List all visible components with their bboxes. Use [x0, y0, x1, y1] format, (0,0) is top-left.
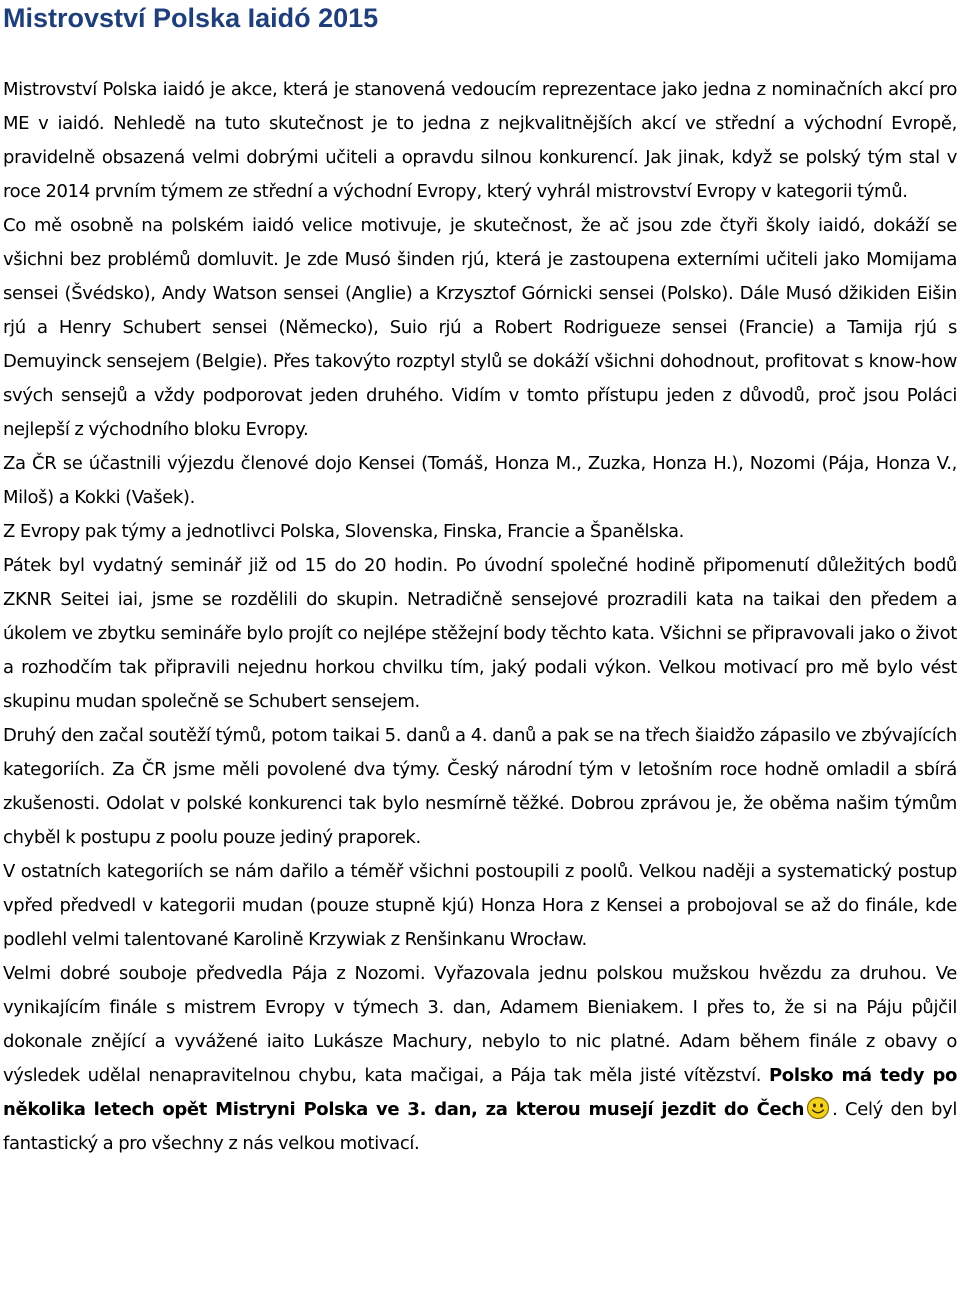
article-body — [3, 73, 957, 1161]
paragraph-participants-europe: Z Evropy pak týmy a jednotlivci Polska, Slovenska, Finska, Francie a Španělska. — [3, 521, 685, 542]
paragraph-schools: Co mě osobně na polském iaidó velice motivuje, je skutečnost, že ač jsou zde čtyři školy iaidó, dokáží se všichni bez problémů domluvit. Je zde Musó šinden rjú, která je zastoupena externími učiteli jako Momijama sensei (Švédsko), Andy Watson sensei (Anglie) a Krzysztof Górnicki sensei (Polsko). Dále Musó džikiden Eišin rjú a Henry Schubert sensei (Německo), Suio rjú a Robert Rodrigueze sensei (Francie) a Tamija rjú s Demuyinck sensejem (Belgie). Přes takovýto rozptyl stylů se dokáží všichni dohodnout, profitovat s know-how svých sensejů a vždy podporovat jeden druhého. Vidím v tomto přístupu jeden z důvodů, proč jsou Poláci nejlepší z východního bloku Evropy. — [3, 215, 957, 440]
paragraph-intro: Mistrovství Polska iaidó je akce, která je stanovená vedoucím reprezentace jako jedna z nominačních akcí pro ME v iaidó. Nehledě na tuto skutečnost je to jedna z nejkvalitnějších akcí ve střední a východní Evropě, pravidelně obsazená velmi dobrými učiteli a opravdu silnou konkurencí. Jak jinak, když se polský tým stal v roce 2014 prvním týmem ze střední a východní Evropy, který vyhrál mistrovství Evropy v kategorii týmů. — [3, 79, 957, 202]
page-title: Mistrovství Polska Iaidó 2015 — [3, 3, 379, 33]
final-text-bold: Polsko má tedy po několika letech opět Mistryni Polska ve 3. dan, za kterou musejí jezdit do Čech — [3, 1065, 957, 1120]
paragraph-participants-cz: Za ČR se účastnili výjezdu členové dojo Kensei (Tomáš, Honza M., Zuzka, Honza H.), Nozomi (Pája, Honza V., Miloš) a Kokki (Vašek). — [3, 453, 957, 508]
paragraph-seminar: Pátek byl vydatný seminář již od 15 do 20 hodin. Po úvodní společné hodině připomenutí důležitých bodů ZKNR Seitei iai, jsme se rozdělili do skupin. Netradičně sensejové prozradili kata na taikai den předem a úkolem ve zbytku semináře bylo projít co nejlépe stěžejní body těchto kata. Všichni se připravovali jako o život a rozhodčím tak připravili nejednu horkou chvilku tím, jaký podali výkon. Velkou motivací pro mě bylo vést skupinu mudan společně se Schubert sensejem. — [3, 555, 957, 712]
paragraph-team-competition: Druhý den začal soutěží týmů, potom taikai 5. danů a 4. danů a pak se na třech šiaidžo zápasilo ve zbývajících kategoriích. Za ČR jsme měli povolené dva týmy. Český národní tým v letošním roce hodně omladil a sbírá zkušenosti. Odolat v polské konkurenci tak bylo nesmírně těžké. Dobrou zprávou je, že oběma našim týmům chyběl k postupu z poolu pouze jediný praporek. — [3, 725, 957, 848]
document-page — [3, 0, 957, 1161]
smiley-face-icon — [806, 1096, 830, 1120]
paragraph-final — [3, 957, 957, 1161]
final-text-start: Velmi dobré souboje předvedla Pája z Nozomi. Vyřazovala jednu polskou mužskou hvězdu za druhou. Ve vynikajícím finále s mistrem Evropy v týmech 3. dan, Adamem Bieniakem. I přes to, že si na Páju půjčil dokonale znějící a vyvážené iaito Lukásze Machury, nebylo to nic platné. Adam během finále z obavy o výsledek udělal nenapravitelnou chybu, kata mačigai, a Pája tak měla jisté vítězství. — [3, 963, 957, 1086]
paragraph-other-categories: V ostatních kategoriích se nám dařilo a téměř všichni postoupili z poolů. Velkou naději a systematický postup vpřed předvedl v kategorii mudan (pouze stupně kjú) Honza Hora z Kensei a probojoval se až do finále, kde podlehl velmi talentované Karolině Krzywiak z Renšinkanu Wrocław. — [3, 861, 957, 950]
final-text-end: . Celý den byl fantastický a pro všechny z nás velkou motivací. — [3, 1099, 957, 1154]
